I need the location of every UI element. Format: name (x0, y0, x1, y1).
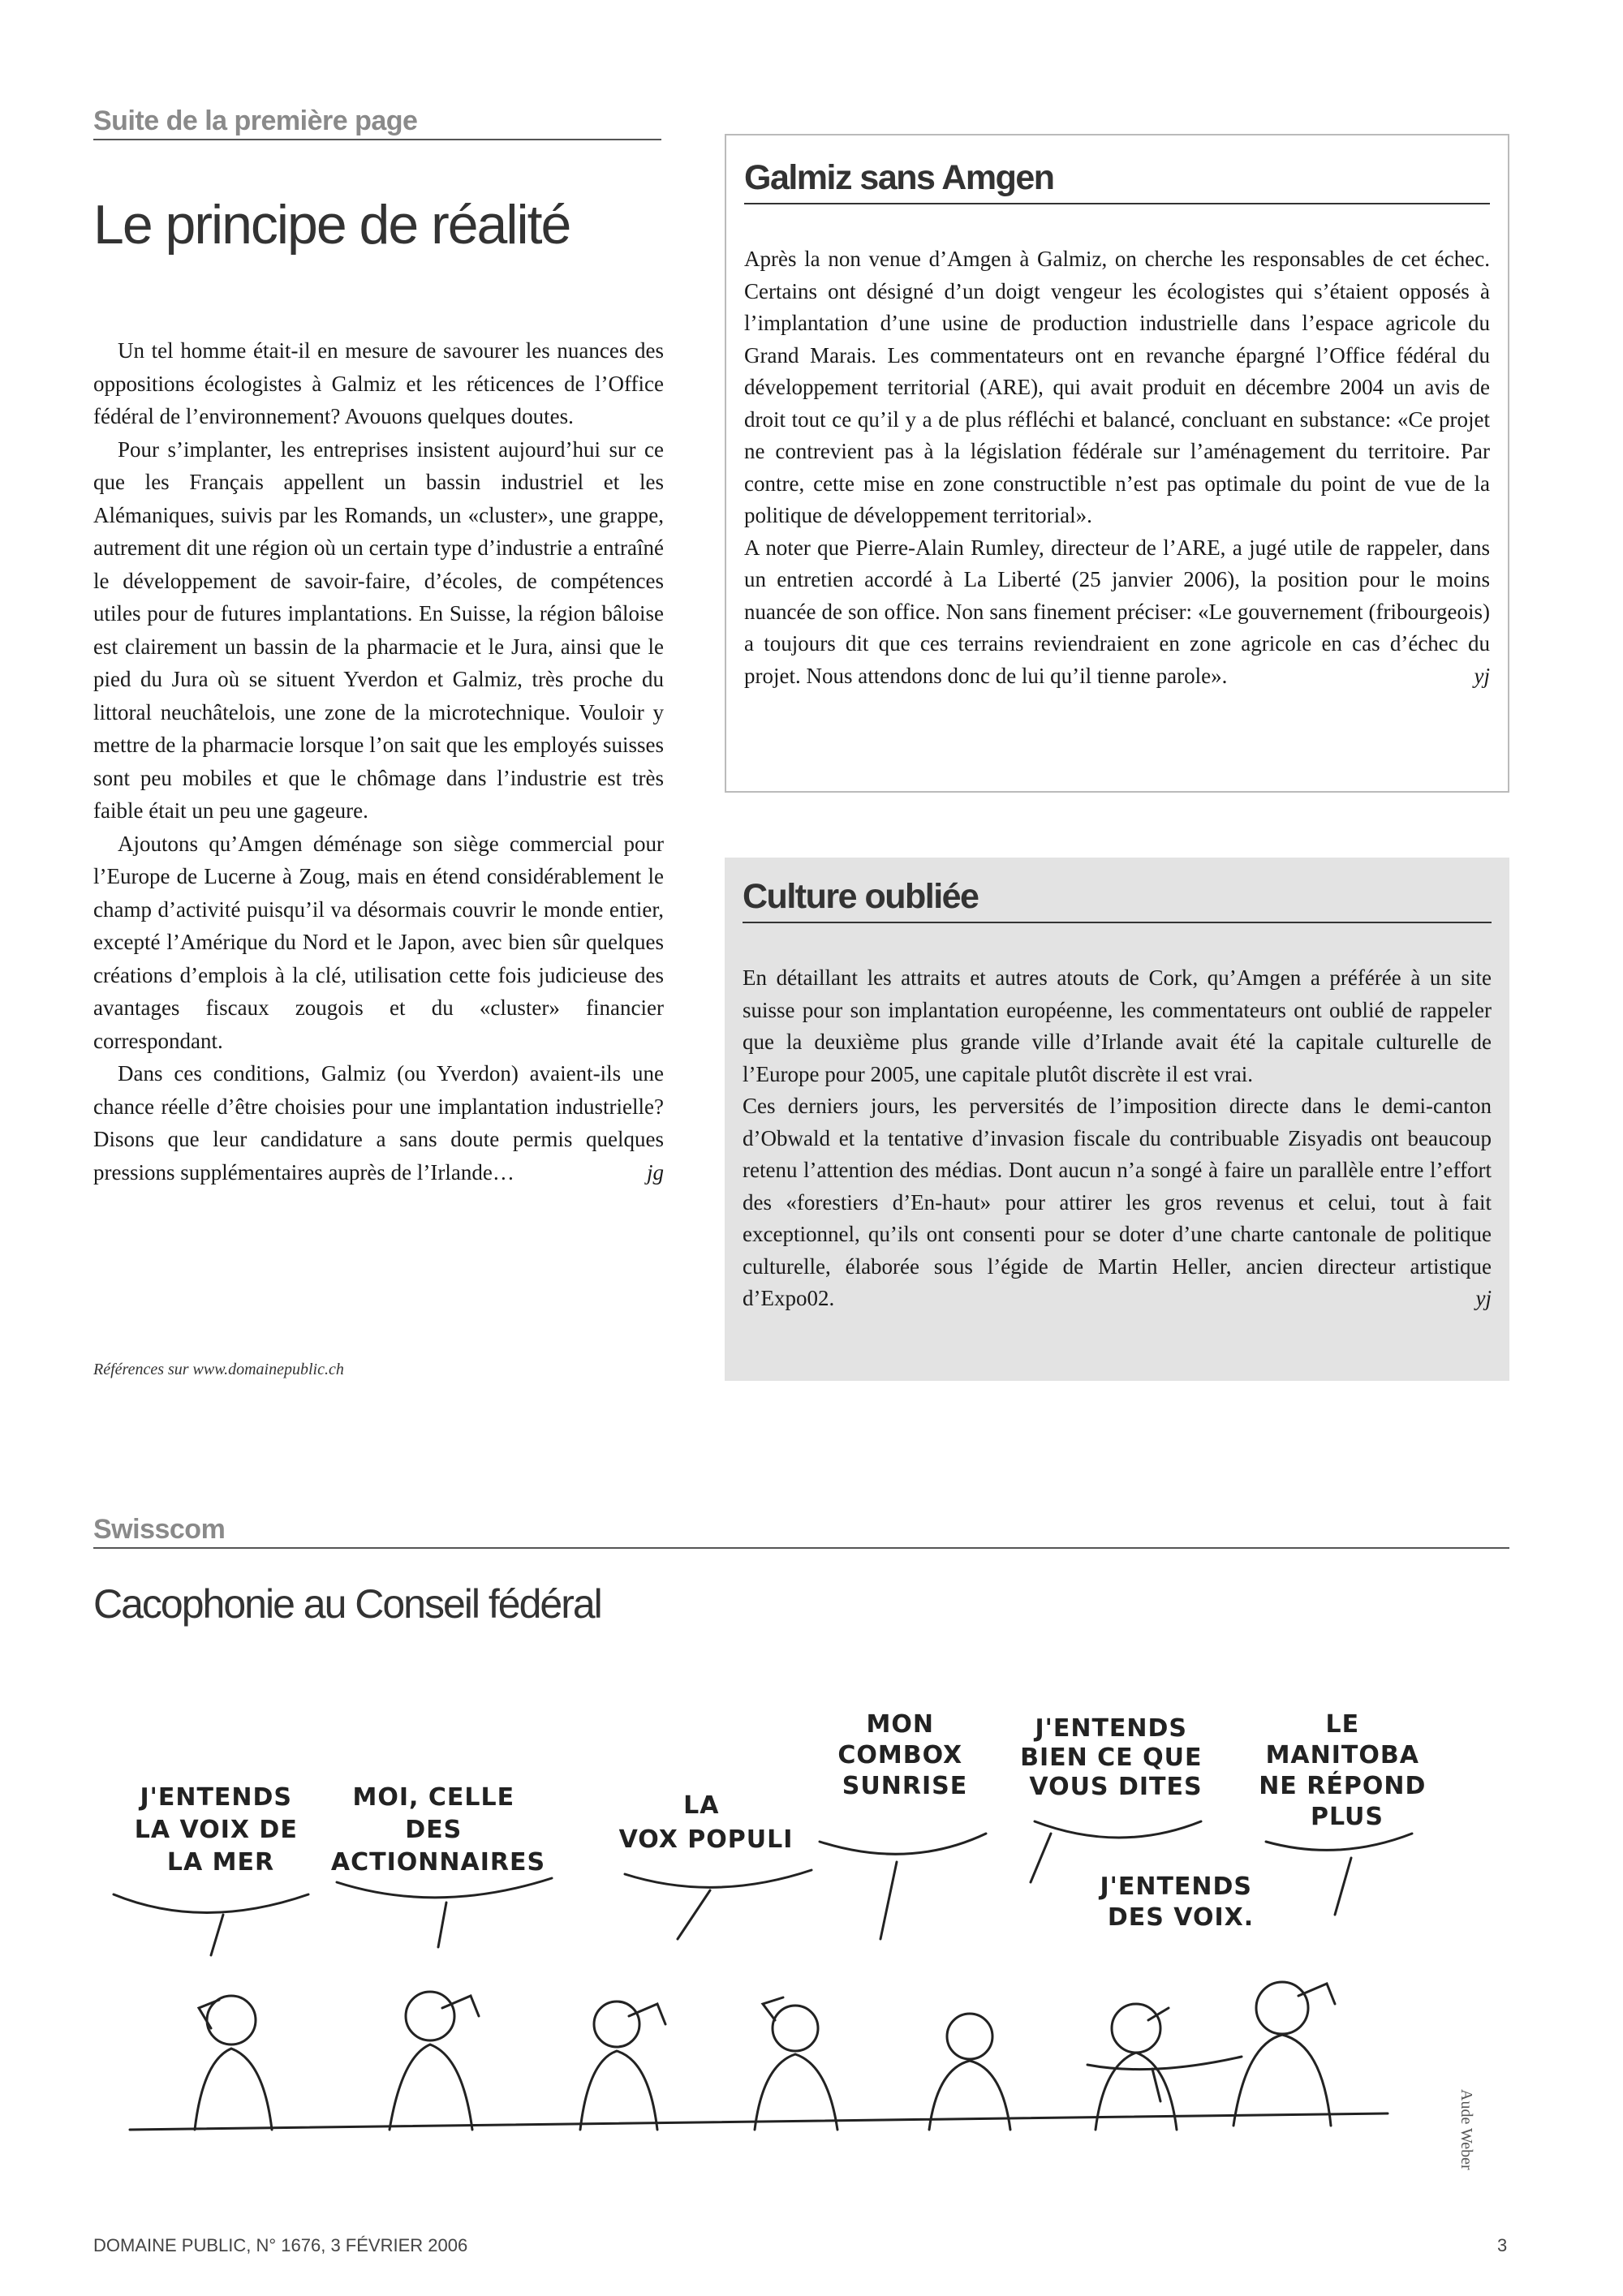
paragraph-text: A noter que Pierre-Alain Rumley, directeur de l’ARE, a jugé utile de rappeler, dans un entretien accordé à La Liberté (25 janvier 2006), la position pour le moins nuancée de son office. Non sans finement préciser: «Le gouvernement (fribourgeois) a toujours dit que ces terrains reviendraient en zone agricole en cas d’échec du projet. Nous attendons donc de lui qu’il tienne parole». (744, 535, 1490, 688)
paragraph: Un tel homme était-il en mesure de savourer les nuances des oppositions écologistes à Galmiz et les réticences de l’Office fédéral de l’environnement? Avouons quelques doutes. (93, 338, 664, 428)
speech-bubble (1266, 1834, 1412, 1915)
box-body (743, 962, 1492, 1315)
bubble-7: LE MANITOBA NE RÉPOND PLUS (1259, 1710, 1427, 1831)
paragraph: En détaillant les attraits et autres atouts de Cork, qu’Amgen a préférée à un site suisse pour son implantation européenne, les commentateurs ont oublié de rappeler que la deuxième plus grande ville d’Irlande avait été la capitale culturelle de l’Europe pour 2005, une capitale plutôt discrète il est vrai. (743, 965, 1492, 1086)
article-title: Cacophonie au Conseil fédéral (93, 1581, 601, 1627)
bubble-3: LA VOX POPULI (618, 1791, 794, 1854)
section-kicker: Swisscom (93, 1514, 1509, 1549)
paragraph: Ajoutons qu’Amgen déménage son siège commercial pour l’Europe de Lucerne à Zoug, mais en étend considérablement le champ d’activité puisqu’il va désormais couvrir le monde entier, excepté l’Amérique du Nord et le Japon, avec bien sûr quelques créations d’emplois à la clé, utilisation cette fois judicieuse des avantages fiscaux zougois et du «cluster» financier correspondant. (93, 831, 664, 1053)
bubble-2: MOI, CELLE DES ACTIONNAIRES (330, 1783, 546, 1877)
speech-bubble (820, 1834, 986, 1939)
figure (755, 1997, 837, 2130)
paragraph (744, 532, 1490, 693)
section-kicker: Suite de la première page (93, 105, 661, 140)
speech-bubble-texts (135, 1710, 1436, 1932)
references-note: Références sur www.domainepublic.ch (93, 1361, 344, 1378)
article-body (93, 334, 664, 1189)
figure (929, 2014, 1010, 2130)
box-title: Culture oubliée (743, 877, 1492, 923)
box-body (744, 243, 1490, 692)
bubble-1: J'ENTENDS LA VOIX DE LA MER (134, 1783, 298, 1877)
paragraph: Après la non venue d’Amgen à Galmiz, on cherche les responsables de cet échec. Certains ont désigné d’un doigt vengeur les écologistes qui s’étaient opposés à l’implantation d’une usine de production industrielle dans l’espace agricole du Grand Marais. Les commentateurs ont en revanche épargné l’Office fédéral du développement territorial (ARE), qui avait produit en décembre 2004 un avis de droit tout ce qu’il y a de plus réfléchi et balancé, concluant en substance: «Ce projet ne contrevient pas à la législation fédérale sur l’aménagement du territoire. Par contre, cette mise en zone constructible n’est pas optimale du point de vue de la politique de développement territorial». (744, 247, 1490, 527)
paragraph (93, 1057, 664, 1189)
bubble-4: MON COMBOX SUNRISE (837, 1710, 968, 1800)
speech-bubble (625, 1870, 812, 1939)
cartoon-illustration (97, 1696, 1526, 2150)
author-signature: jg (646, 1159, 664, 1185)
paragraph (743, 1090, 1492, 1315)
paragraph-text: Dans ces conditions, Galmiz (ou Yverdon) avaient-ils une chance réelle d’être choisies pour une implantation industrielle? Disons que leur candidature a sans doute permis quelques pressions supplémentaires auprès de l’Irlande… (93, 1061, 664, 1185)
paragraph-text: Ces derniers jours, les perversités de l’imposition directe dans le demi-canton d’Obwald et la tentative d’invasion fiscale du contribuable Zisyadis ont beaucoup retenu l’attention des médias. Dont aucun n’a songé à faire un parallèle entre l’effort des «forestiers d’En-haut» pour attirer les gros revenus et celui, tout à fait exceptionnel, qu’ils ont consenti pour se doter d’une charte cantonale de politique culturelle, élaborée sous l’égide de Martin Heller, ancien directeur artistique d’Expo02. (743, 1094, 1492, 1310)
bubble-6: J'ENTENDS DES VOIX. (1100, 1872, 1255, 1932)
speech-bubble (337, 1878, 552, 1947)
author-signature: yj (1474, 663, 1490, 688)
box-title: Galmiz sans Amgen (744, 158, 1490, 204)
speech-bubble (114, 1894, 308, 1955)
author-signature: yj (1475, 1286, 1492, 1310)
article-title: Le principe de réalité (93, 194, 570, 256)
bubble-5: J'ENTENDS BIEN CE QUE VOUS DITES (1020, 1714, 1203, 1801)
sidebar-box-galmiz (725, 134, 1509, 793)
figure (390, 1992, 479, 2130)
sidebar-box-culture (725, 858, 1509, 1381)
cartoon-credit: Aude Weber (1457, 2089, 1475, 2170)
figure (1233, 1982, 1335, 2126)
publication-info: DOMAINE PUBLIC, N° 1676, 3 FÉVRIER 2006 (93, 2235, 468, 2255)
paragraph: Pour s’implanter, les entreprises insistent aujourd’hui sur ce que les Français appellent un bassin industriel et les Alémaniques, suivis par les Romands, un «cluster», une grappe, autrement dit une région où un certain type d’industrie a entraîné le développement de savoir-faire, d’écoles, de compétences utiles pour de futures implantations. En Suisse, la région bâloise est clairement un bassin de la pharmacie et le Jura, ainsi que le pied du Jura où se situent Yverdon et Galmiz, très proche du littoral neuchâtelois, une zone de la microtechnique. Vouloir y mettre de la pharmacie lorsque l’on sait que les employés suisses sont peu mobiles et que le chômage dans l’industrie est très faible était un peu une gageure. (93, 436, 664, 823)
page-number: 3 (1497, 2235, 1508, 2255)
figure (195, 1996, 272, 2130)
figure (580, 2001, 665, 2130)
table-edge (130, 2113, 1388, 2130)
